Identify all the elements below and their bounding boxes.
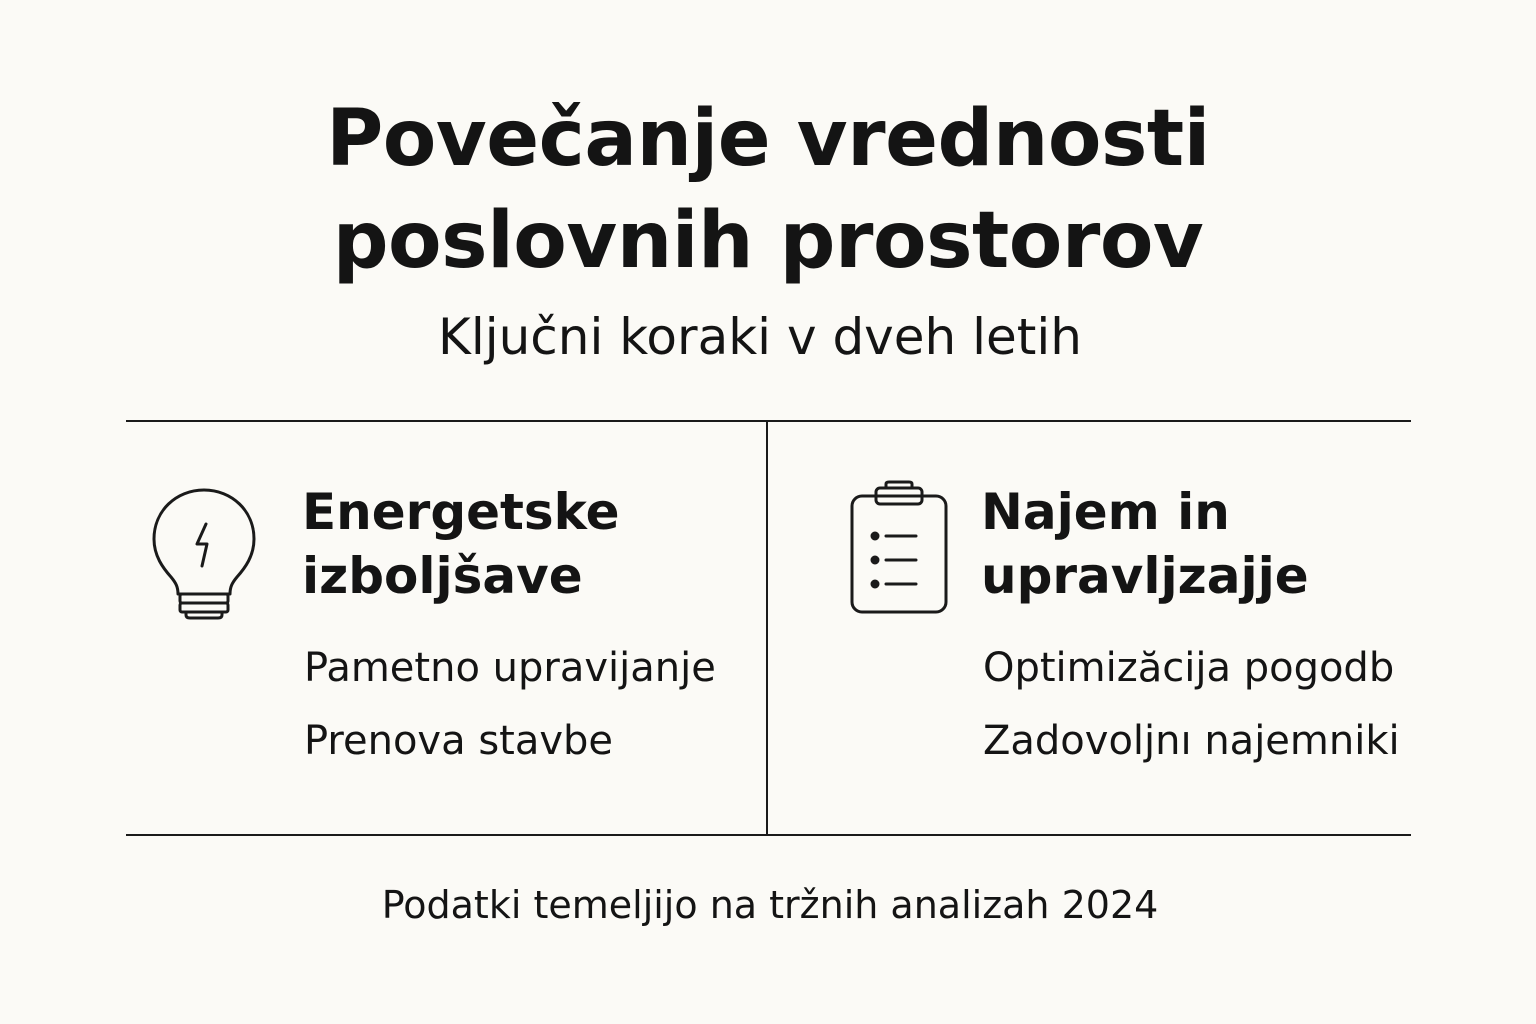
- panel-lease-item: Zadovoljnı najemniki: [983, 718, 1400, 764]
- panel-lease-item: Optimizăcija pogodb: [983, 645, 1395, 691]
- title-line-1: Povečanje vrednosti: [326, 94, 1210, 184]
- lightbulb-icon: [150, 486, 258, 622]
- panel-lease-heading-line-1: Najem in: [981, 483, 1230, 541]
- panel-energy-item: Pametno upravijanje: [304, 645, 716, 691]
- panel-energy-item: Prenova stavbe: [304, 718, 614, 764]
- top-divider: [126, 420, 1411, 422]
- panel-energy-heading-line-1: Energetske: [302, 483, 620, 541]
- page-title: [0, 88, 1536, 292]
- title-line-2: poslovnih prostorov: [332, 196, 1204, 286]
- footer-note: Podatki temeljijo na tržnih analizah 2024: [381, 883, 1159, 927]
- panel-lease-heading: [981, 480, 1309, 608]
- panel-energy-heading-line-2: izboljšave: [302, 547, 583, 605]
- bottom-divider: [126, 834, 1411, 836]
- panel-energy-heading: [302, 480, 620, 608]
- center-divider: [766, 421, 768, 835]
- panel-lease-heading-line-2: upravljzajje: [981, 547, 1309, 605]
- page-subtitle: Ključni koraki v dveh letih: [438, 308, 1082, 366]
- clipboard-checklist-icon: [846, 480, 952, 620]
